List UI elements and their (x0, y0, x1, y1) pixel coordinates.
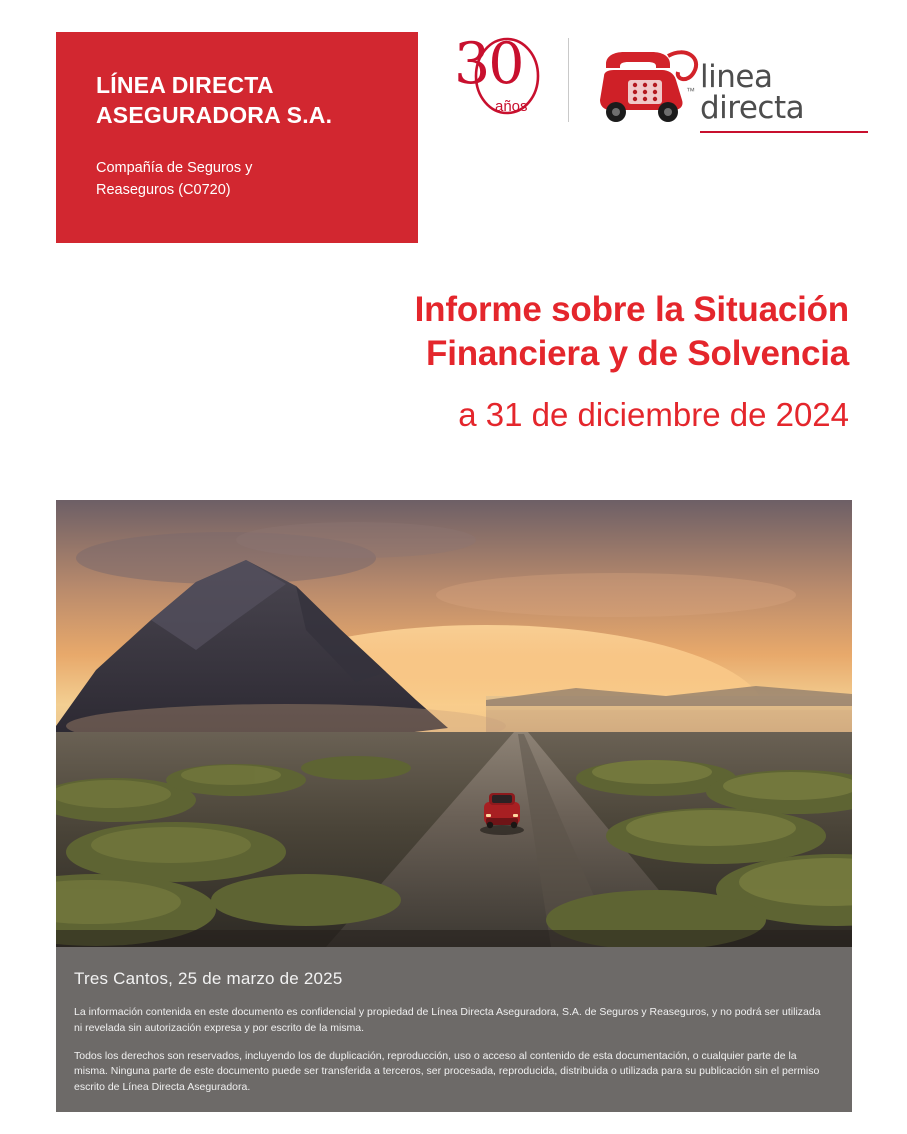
page-title (209, 288, 849, 434)
footer-confidentiality-notice: La información contenida en este documento es confidencial y propiedad de Línea Directa Aseguradora, S.A. de Seguros y Reaseguros, y no podrá ser utilizada ni revelada sin autorización expresa y por escrito de la misma. (74, 1006, 821, 1034)
company-name (96, 70, 384, 131)
document-header (0, 0, 907, 250)
brand-logo-zone (440, 31, 865, 134)
page-title-line1: Informe sobre la Situación (414, 290, 849, 329)
cover-photo-illustration (56, 500, 852, 947)
anniversary-word: años (495, 98, 528, 115)
company-name-line2: ASEGURADORA S.A. (96, 102, 333, 129)
footer-place-date: Tres Cantos, 25 de marzo de 2025 (74, 969, 343, 988)
page-title-line3: a 31 de diciembre de 2024 (458, 395, 849, 433)
footer-rights-notice: Todos los derechos son reservados, incluyendo los de duplicación, reproducción, uso o acceso al contenido de esta documentación, o cualquier parte de la misma. Ninguna parte de este documento puede ser transferida a terceros, ser procesada, reproducida, distribuida o utilizada para su publicación sin el permiso escrito de Línea Directa Aseguradora. (74, 1049, 820, 1093)
brand-wordmark (700, 59, 875, 133)
page-title-line2: Financiera y de Solvencia (426, 334, 849, 374)
brand-wordmark-text: linea directa (700, 59, 805, 126)
company-subtitle-line2: Reaseguros (C0720) (96, 182, 231, 199)
document-footer (56, 947, 852, 1112)
brand-wordmark-underline (700, 131, 868, 133)
company-subtitle (96, 157, 384, 202)
company-subtitle-line1: Compañía de Seguros y (96, 159, 253, 176)
brand-divider (568, 38, 569, 122)
company-identity-box (56, 32, 418, 243)
anniversary-badge (450, 31, 560, 128)
trademark-symbol: ™ (686, 86, 695, 96)
cover-photo (56, 500, 852, 947)
anniversary-number: 30 (454, 31, 523, 97)
company-name-line1: LÍNEA DIRECTA (96, 72, 274, 98)
